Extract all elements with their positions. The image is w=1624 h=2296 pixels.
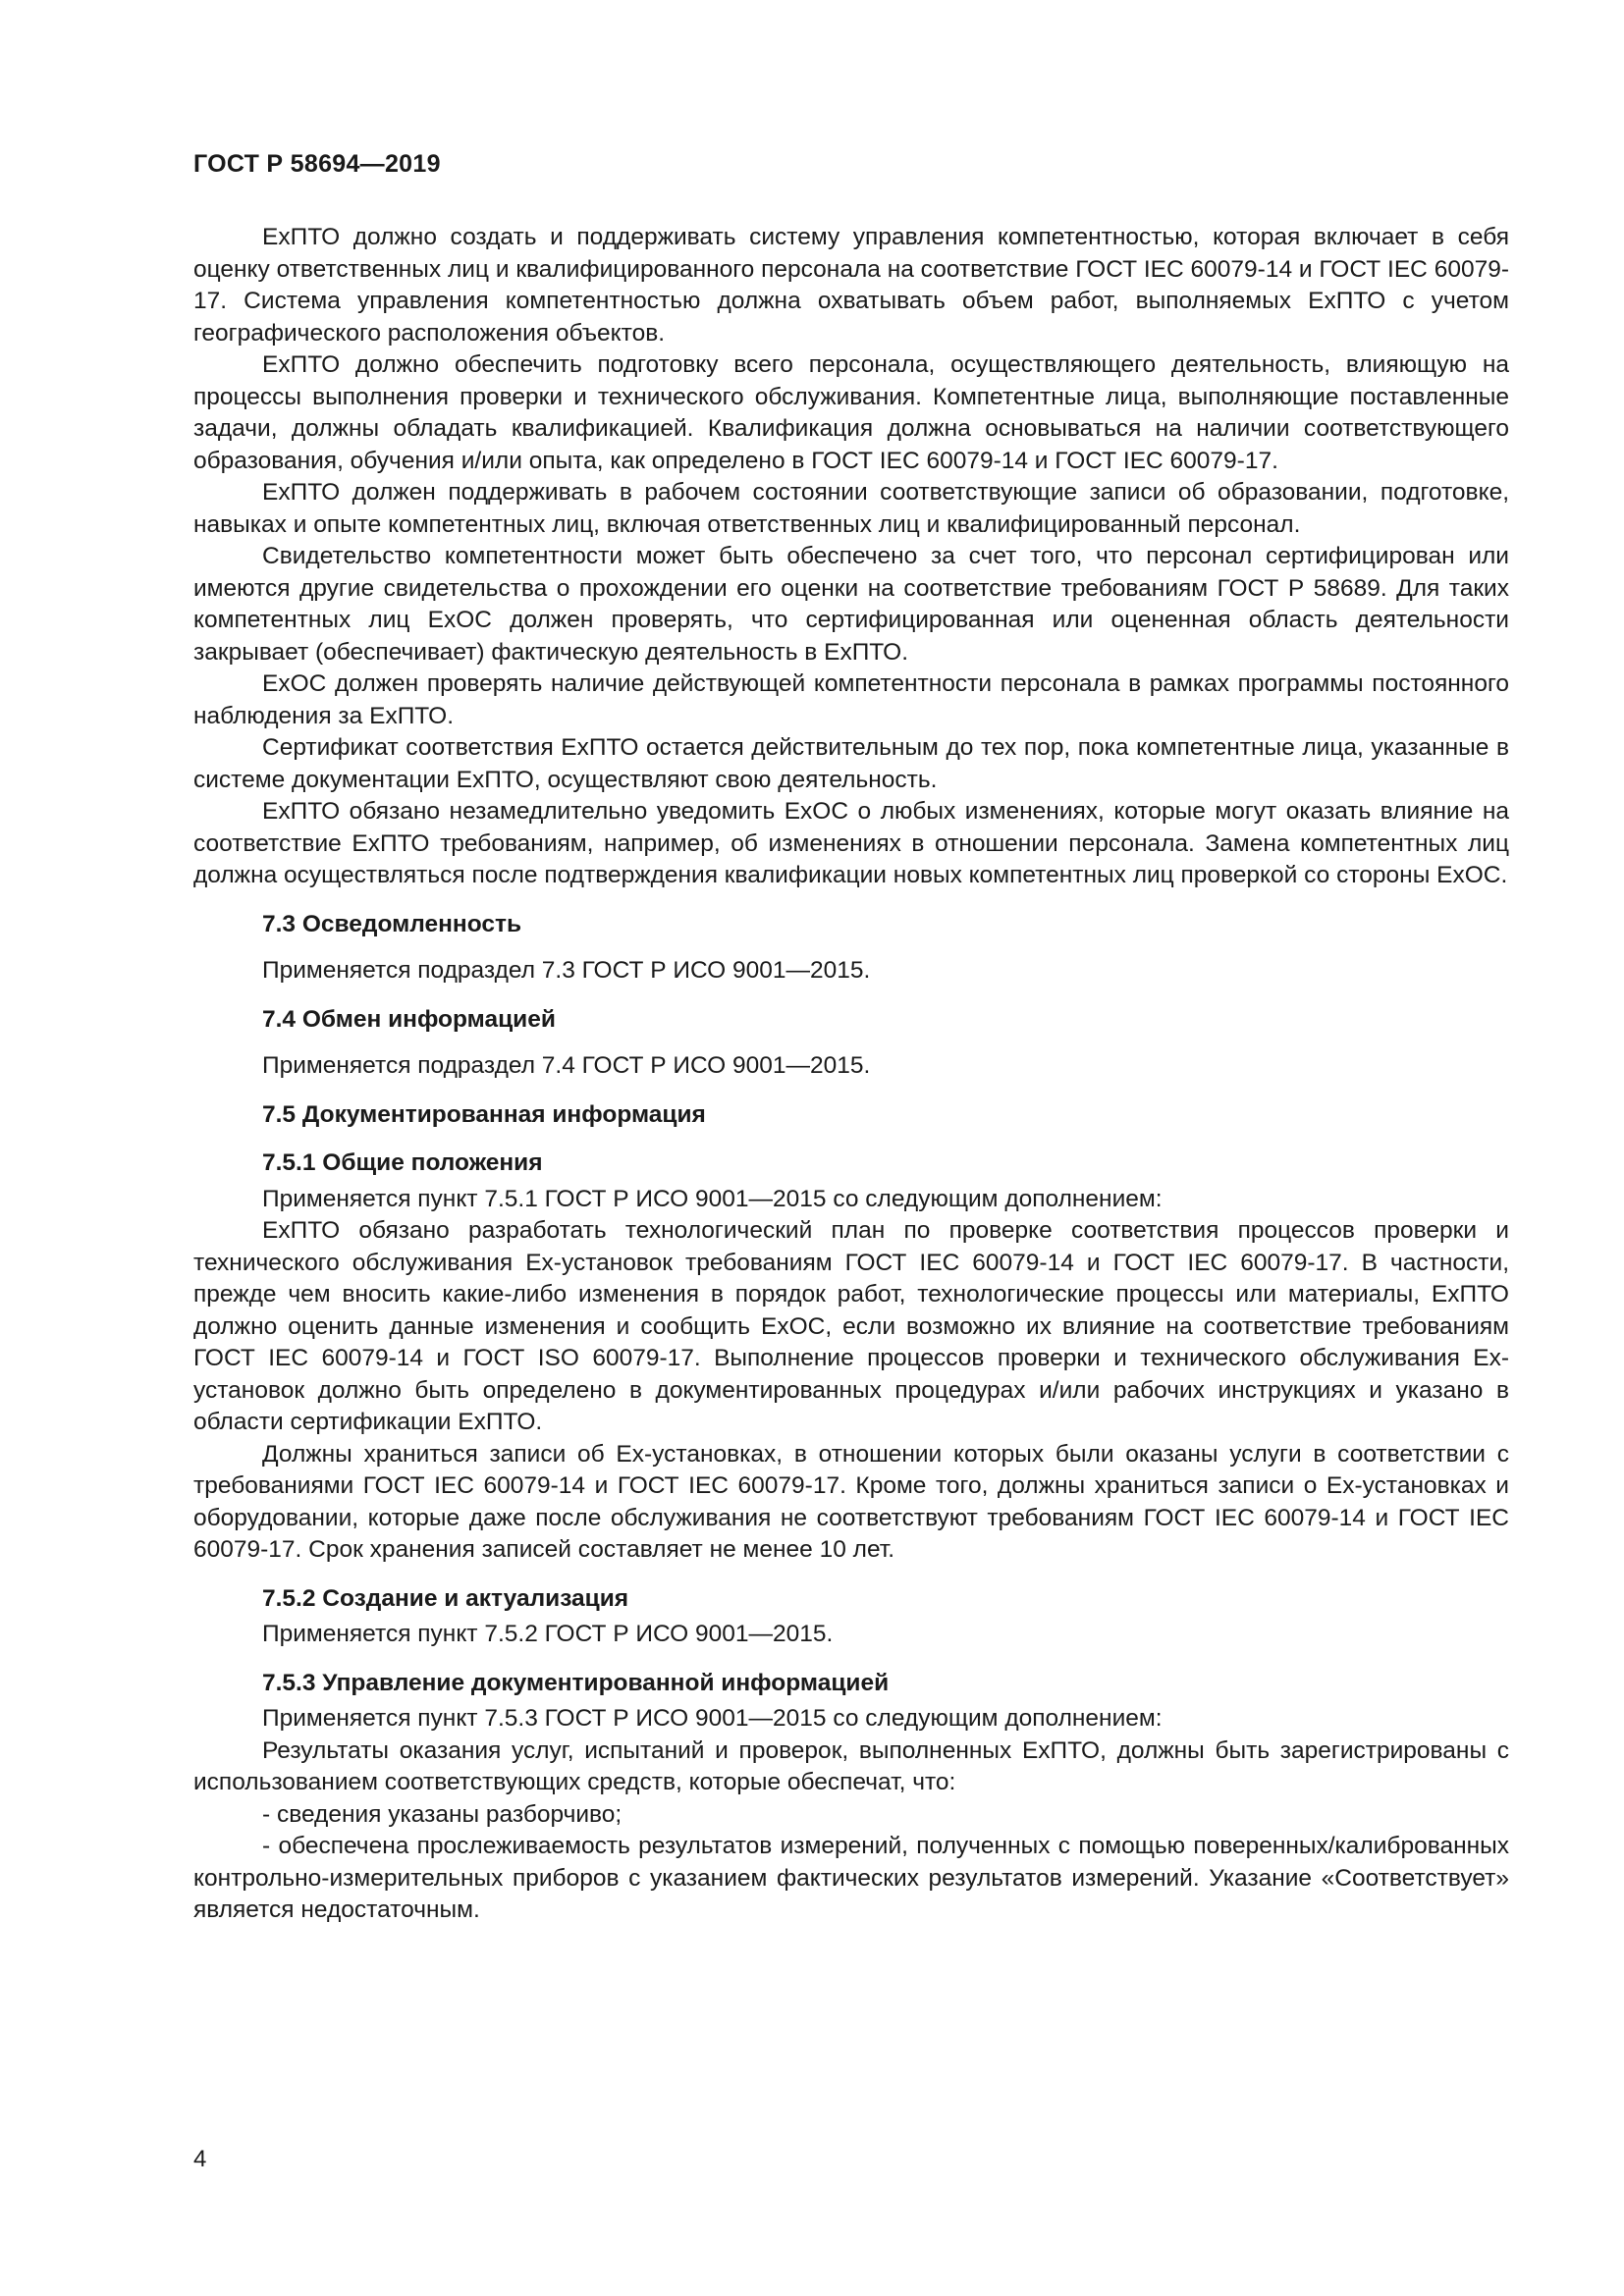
section-7-4-text: Применяется подраздел 7.4 ГОСТ Р ИСО 9001—2015. <box>262 1052 871 1079</box>
section-heading-7-5-2: 7.5.2 Создание и актуализация <box>262 1584 629 1612</box>
body-paragraph: ExПТО должно создать и поддерживать систему управления компетентностью, которая включает в себя оценку ответственных лиц и квалифицированного персонала на соответствие ГОСТ IEC 60079-14 и ГОСТ IEC 60079-17. Система управления компетентностью должна охватывать объем работ, выполняемых ExПТО с учетом географического расположения объектов. <box>193 224 1509 347</box>
section-7-3-text: Применяется подраздел 7.3 ГОСТ Р ИСО 9001—2015. <box>262 957 871 984</box>
body-paragraph: ExОС должен проверять наличие действующей компетентности персонала в рамках программы постоянного наблюдения за ExПТО. <box>193 670 1509 729</box>
body-paragraph: ExПТО должно обеспечить подготовку всего персонала, осуществляющего деятельность, влияющую на процессы выполнения проверки и технического обслуживания. Компетентные лица, выполняющие поставленные задачи, должны обладать квалификацией. Квалификация должна основываться на наличии соответствующего образования, обучения и/или опыта, как определено в ГОСТ IEC 60079-14 и ГОСТ IEC 60079-17. <box>193 351 1509 474</box>
section-7-5-1-paragraph: Применяется пункт 7.5.1 ГОСТ Р ИСО 9001—2015 со следующим дополнением: <box>262 1185 1163 1212</box>
section-7-5-3-paragraph: Результаты оказания услуг, испытаний и проверок, выполненных ExПТО, должны быть зарегистрированы с использованием соответствующих средств, которые обеспечат, что: <box>193 1736 1509 1795</box>
document-code-header: ГОСТ Р 58694—2019 <box>193 150 441 178</box>
section-heading-7-3: 7.3 Осведомленность <box>262 910 522 937</box>
section-7-5-1-paragraph: Должны храниться записи об Ex-установках, в отношении которых были оказаны услуги в соответствии с требованиями ГОСТ IEC 60079-14 и ГОСТ IEC 60079-17. Кроме того, должны храниться записи о Ex-установках и оборудовании, которые даже после обслуживания не соответствуют требованиям ГОСТ IEC 60079-14 и ГОСТ IEC 60079-17. Срок хранения записей составляет не менее 10 лет. <box>193 1440 1509 1563</box>
section-heading-7-4: 7.4 Обмен информацией <box>262 1005 556 1033</box>
list-item: - сведения указаны разборчиво; <box>262 1800 623 1828</box>
section-7-5-3-paragraph: Применяется пункт 7.5.3 ГОСТ Р ИСО 9001—2015 со следующим дополнением: <box>262 1705 1163 1732</box>
section-7-5-2-text: Применяется пункт 7.5.2 ГОСТ Р ИСО 9001—2015. <box>262 1621 834 1647</box>
body-paragraph: ExПТО обязано незамедлительно уведомить ExОС о любых изменениях, которые могут оказать влияние на соответствие ExПТО требованиям, например, об изменениях в отношении персонала. Замена компетентных лиц должна осуществляться после подтверждения квалификации новых компетентных лиц проверкой со стороны ExОС. <box>193 798 1509 888</box>
section-heading-7-5-1: 7.5.1 Общие положения <box>262 1149 543 1176</box>
body-paragraph: Сертификат соответствия ExПТО остается действительным до тех пор, пока компетентные лица, указанные в системе документации ExПТО, осуществляют свою деятельность. <box>193 734 1509 793</box>
section-heading-7-5: 7.5 Документированная информация <box>262 1100 706 1128</box>
section-heading-7-5-3: 7.5.3 Управление документированной информацией <box>262 1669 890 1696</box>
list-item: - обеспечена прослеживаемость результатов измерений, полученных с помощью поверенных/калиброванных контрольно-измерительных приборов с указанием фактических результатов измерений. Указание «Соответствует» является недостаточным. <box>193 1833 1509 1923</box>
section-7-5-1-paragraph: ExПТО обязано разработать технологический план по проверке соответствия процессов проверки и технического обслуживания Ex-установок требованиям ГОСТ IEC 60079-14 и ГОСТ IEC 60079-17. В частности, прежде чем вносить какие-либо изменения в порядок работ, технологические процессы или материалы, ExПТО должно оценить данные изменения и сообщить ExОС, если возможно их влияние на соответствие требованиям ГОСТ IEC 60079-14 и ГОСТ ISO 60079-17. Выполнение процессов проверки и технического обслуживания Ex-установок должно быть определено в документированных процедурах и/или рабочих инструкциях и указано в области сертификации ExПТО. <box>193 1217 1509 1435</box>
page-number: 4 <box>193 2146 207 2172</box>
body-paragraph: Свидетельство компетентности может быть обеспечено за счет того, что персонал сертифицирован или имеются другие свидетельства о прохождении его оценки на соответствие требованиям ГОСТ Р 58689. Для таких компетентных лиц ExОС должен проверять, что сертифицированная или оцененная область деятельности закрывает (обеспечивает) фактическую деятельность в ExПТО. <box>193 543 1509 666</box>
document-body <box>193 222 1509 1927</box>
body-paragraph: ExПТО должен поддерживать в рабочем состоянии соответствующие записи об образовании, подготовке, навыках и опыте компетентных лиц, включая ответственных лиц и квалифицированный персонал. <box>193 479 1509 538</box>
